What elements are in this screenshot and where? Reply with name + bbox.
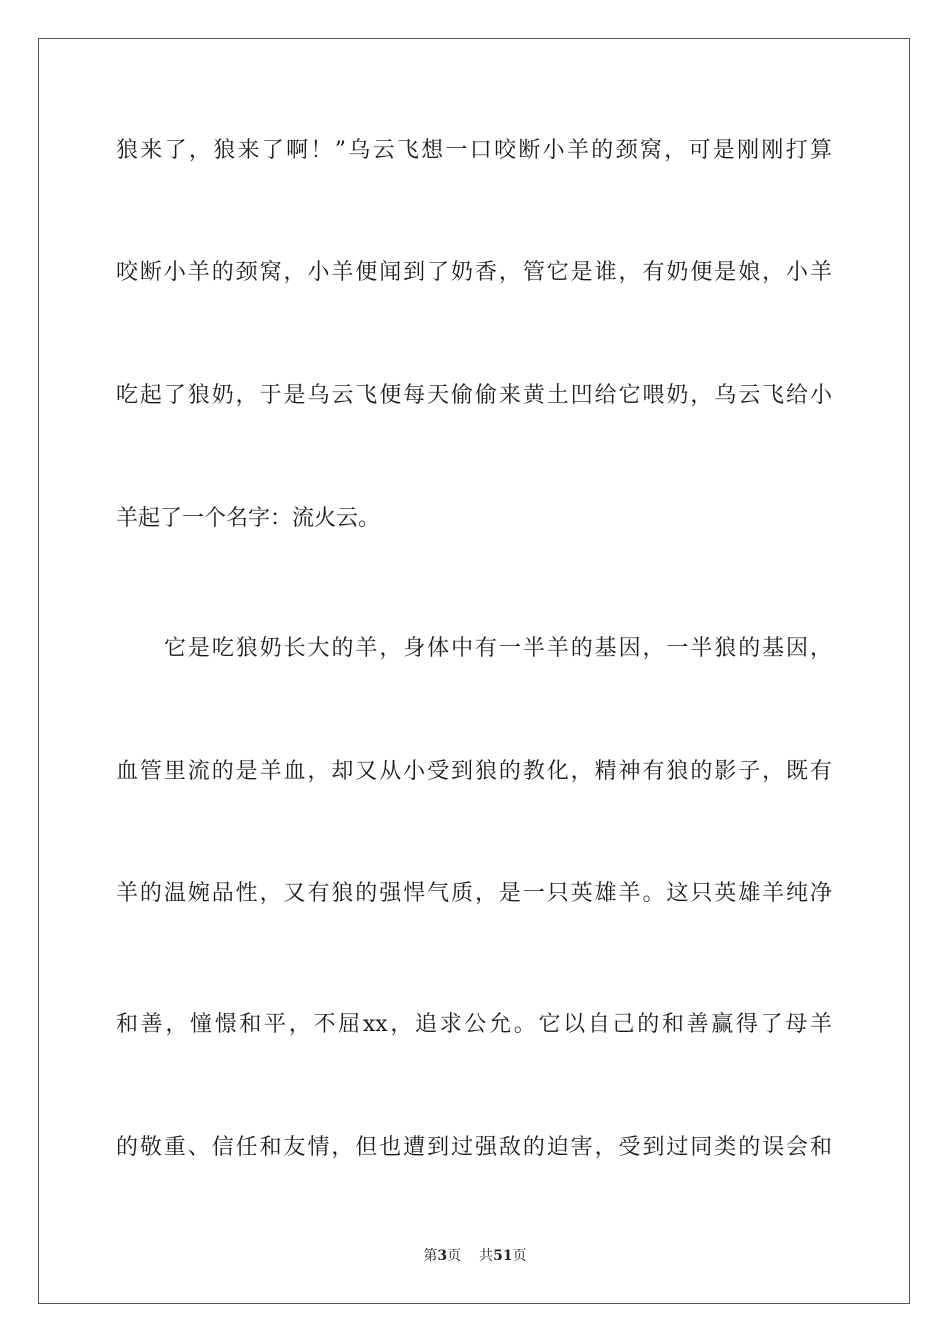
text-line-1: 狼来了，狼来了啊！”乌云飞想一口咬断小羊的颈窝，可是刚刚打算 bbox=[116, 138, 832, 163]
page-suffix: 页 bbox=[447, 1248, 462, 1264]
text-line-4: 羊起了一个名字：流火云。 bbox=[116, 506, 381, 531]
page-number: 3 bbox=[437, 1248, 448, 1264]
text-line-9: 的敬重、信任和友情，但也遭到过强敌的迫害，受到过同类的误会和 bbox=[116, 1135, 832, 1160]
page-prefix: 第 bbox=[423, 1248, 438, 1264]
page-footer bbox=[0, 1246, 950, 1266]
total-suffix: 页 bbox=[512, 1248, 527, 1264]
text-line-3: 吃起了狼奶，于是乌云飞便每天偷偷来黄土凹给它喂奶，乌云飞给小 bbox=[116, 383, 832, 408]
text-line-7: 羊的温婉品性，又有狼的强悍气质，是一只英雄羊。这只英雄羊纯净 bbox=[116, 881, 832, 906]
text-line-5: 它是吃狼奶长大的羊，身体中有一半羊的基因，一半狼的基因， bbox=[164, 636, 832, 661]
total-pages: 51 bbox=[493, 1248, 513, 1264]
page-border bbox=[38, 38, 910, 1304]
text-line-6: 血管里流的是羊血，却又从小受到狼的教化，精神有狼的影子，既有 bbox=[116, 759, 832, 784]
text-line-2: 咬断小羊的颈窝，小羊便闻到了奶香，管它是谁，有奶便是娘，小羊 bbox=[116, 260, 832, 285]
text-line-8: 和善，憧憬和平，不屈xx，追求公允。它以自己的和善赢得了母羊 bbox=[116, 1012, 832, 1037]
total-prefix: 共 bbox=[479, 1248, 494, 1264]
